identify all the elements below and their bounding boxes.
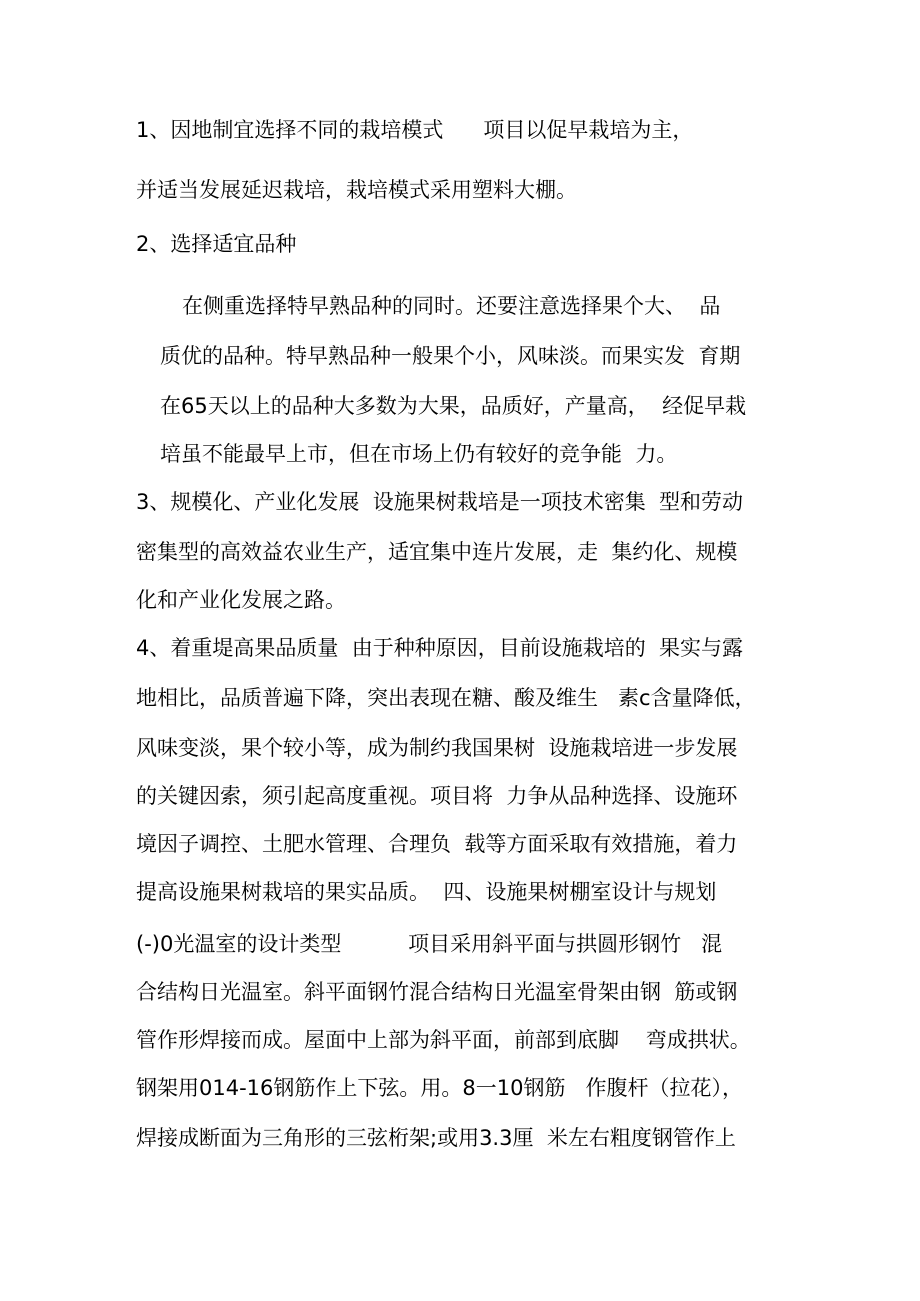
text-line: 在侧重选择特早熟品种的同时。还要注意选择果个大、 品: [182, 294, 721, 318]
text-line: 地相比，品质普遍下降，突出表现在糖、酸及维生 素c含量降低，: [136, 686, 756, 710]
text-line: 焊接成断面为三角形的三弦桁架;或用3.3厘 米左右粗度钢管作上: [136, 1126, 736, 1150]
text-line: 密集型的高效益农业生产，适宜集中连片发展，走 集约化、规模: [136, 540, 738, 564]
text-line: 4、着重堤高果品质量 由于种种原因，目前设施栽培的 果实与露: [136, 636, 744, 660]
text-line: 化和产业化发展之路。: [136, 588, 346, 612]
text-line: 1、因地制宜选择不同的栽培模式 项目以促早栽培为主，: [136, 118, 694, 142]
text-line: 质优的品种。特早熟品种一般果个小，风味淡。而果实发 育期: [160, 344, 741, 368]
text-line: 境因子调控、土肥水管理、合理负 载等方面采取有效措施，着力: [136, 832, 738, 856]
text-line: 合结构日光温室。斜平面钢竹混合结构日光温室骨架由钢 筋或钢: [136, 980, 738, 1004]
text-line: 3、规模化、产业化发展 设施果树栽培是一项技术密集 型和劳动: [136, 490, 744, 514]
text-line: 在65天以上的品种大多数为大果，品质好，产量高， 经促早栽: [160, 394, 747, 418]
text-line: 并适当发展延迟栽培，栽培模式采用塑料大棚。: [136, 178, 577, 202]
text-line: 2、选择适宜品种: [136, 232, 297, 256]
text-line: 钢架用014-16钢筋作上下弦。用。8一10钢筋 作腹杆（拉花），: [136, 1076, 743, 1100]
text-line: 风味变淡，果个较小等，成为制约我国果树 设施栽培进一步发展: [136, 736, 738, 760]
text-line: 的关键因索，须引起高度重视。项目将 力争从品种选择、设施环: [136, 784, 738, 808]
text-line: (-)0光温室的设计类型 项目采用斜平面与拱圆形钢竹 混: [136, 932, 723, 956]
text-line: 管作形焊接而成。屋面中上部为斜平面，前部到底脚 弯成拱状。: [136, 1028, 751, 1052]
text-line: 提高设施果树栽培的果实品质。 四、设施果树棚室设计与规划: [136, 880, 717, 904]
text-line: 培虽不能最早上市，但在市场上仍有较好的竞争能 力。: [160, 442, 678, 466]
